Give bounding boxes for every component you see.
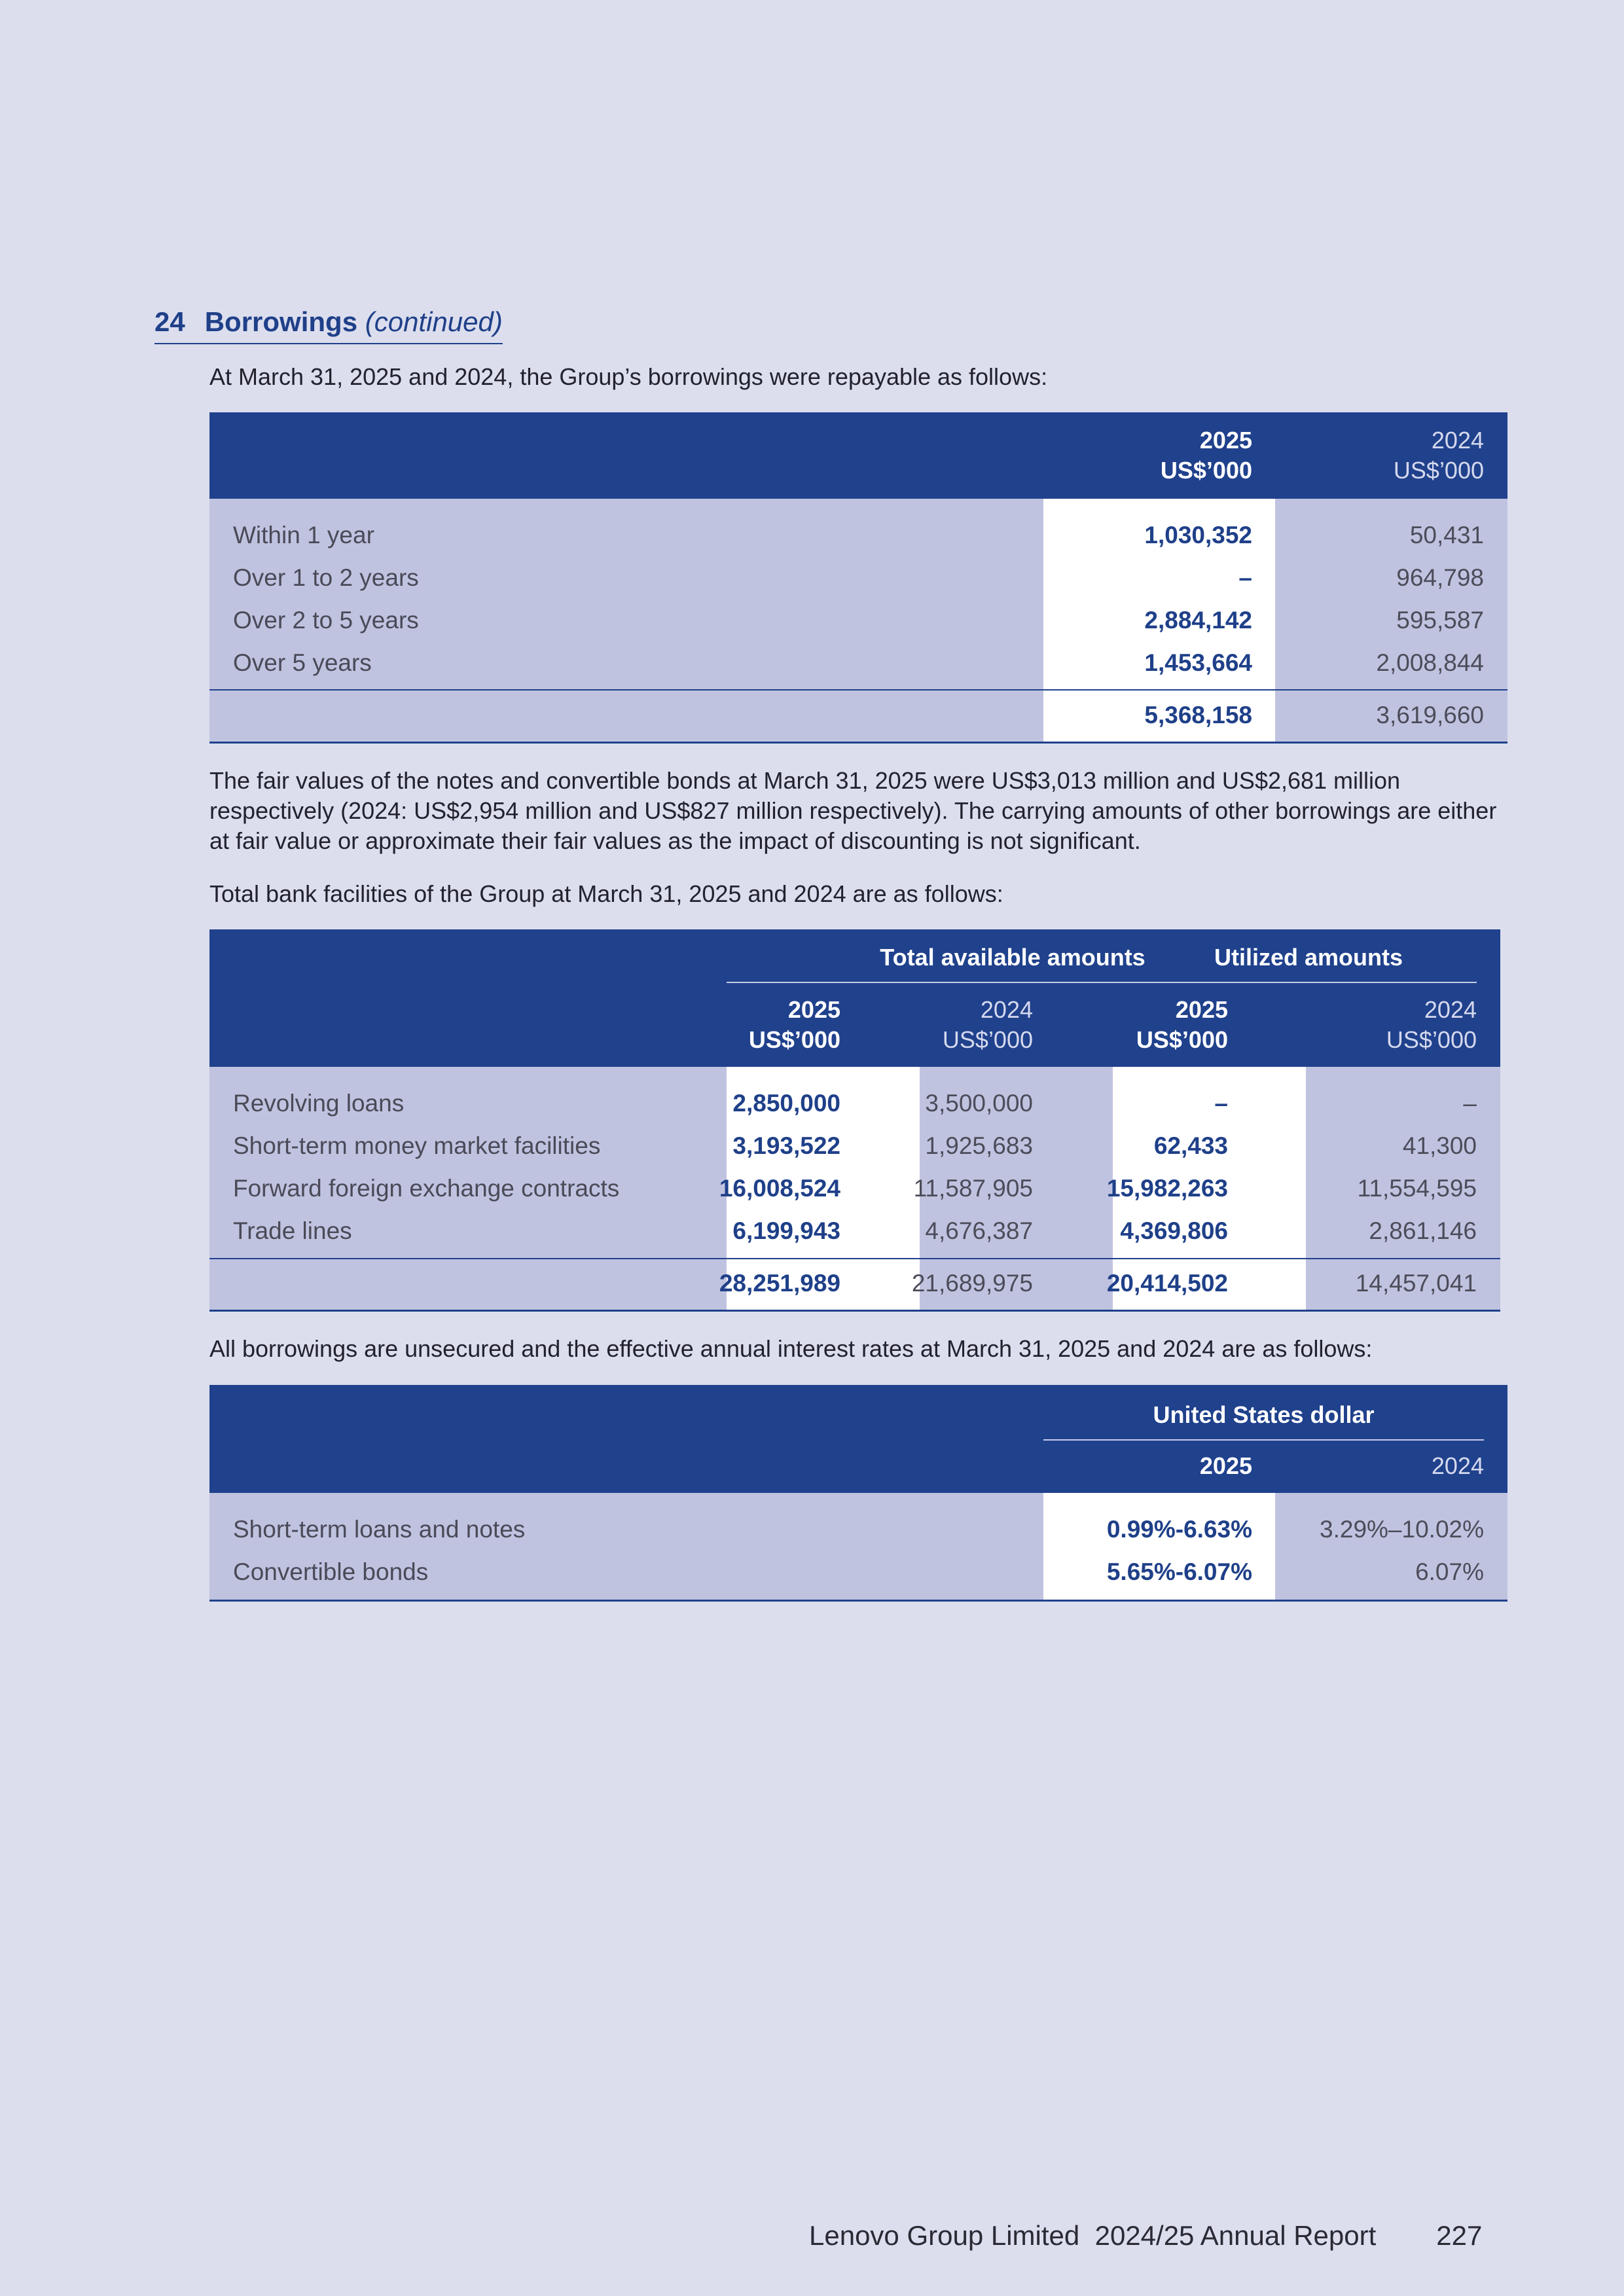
col-header-2025: 2025 (1199, 1452, 1252, 1479)
fair-value-paragraph: The fair values of the notes and convertible bonds at March 31, 2025 were US$3,013 million and US$2,681 million respectively (2024: US$2,954 million and US$827 million respectively). The carrying amounts of other borrowings are either at fair value or approximate their fair values as the impact of discounting is not significant. (209, 767, 1497, 854)
section-continued: (continued) (365, 306, 503, 337)
utilized-2024: 41,300 (1402, 1132, 1477, 1159)
repayment-table (209, 412, 1507, 743)
table-row-label: Over 1 to 2 years (233, 564, 419, 591)
subtotal-rule (209, 689, 1507, 691)
section-number: 24 (154, 306, 185, 337)
bottom-rule (209, 1310, 1500, 1312)
interest-rates-paragraph: All borrowings are unsecured and the effective annual interest rates at March 31, 2025 and 2024 are as follows: (209, 1335, 1373, 1362)
bottom-rule (209, 742, 1507, 744)
col-header-2024: 2024 US$’000 (1393, 427, 1484, 484)
interest-rate-table (209, 1385, 1507, 1602)
rate-2024: 3.29%–10.02% (1320, 1516, 1484, 1543)
value-2025: – (1238, 564, 1252, 591)
col-header-2024: 2024 (1431, 1452, 1484, 1479)
col-header-2025: 2025 US$’000 (1160, 427, 1252, 484)
available-2025: 3,193,522 (732, 1132, 840, 1159)
value-2025: 1,030,352 (1144, 522, 1252, 548)
table-row-label: Convertible bonds (233, 1558, 429, 1585)
subtotal-rule (209, 1258, 1500, 1259)
intro-paragraph-2: Total bank facilities of the Group at March 31, 2025 and 2024 are as follows: (209, 880, 1003, 907)
col-header-available-2025: 2025 US$’000 (748, 996, 840, 1053)
value-2024: 964,798 (1396, 564, 1484, 591)
total-2025: 5,368,158 (1144, 702, 1252, 728)
total-utilized-2025: 20,414,502 (1106, 1270, 1228, 1297)
total-available-2025: 28,251,989 (719, 1270, 840, 1297)
table-row-label: Over 2 to 5 years (233, 607, 419, 634)
total-available-2024: 21,689,975 (911, 1270, 1033, 1297)
available-2024: 4,676,387 (925, 1217, 1033, 1244)
bottom-rule (209, 1600, 1507, 1602)
rate-2024: 6.07% (1415, 1558, 1484, 1585)
page-footer (809, 2219, 1482, 2253)
col-header-available-2024: 2024 US$’000 (942, 996, 1033, 1053)
table-header (209, 1385, 1507, 1493)
available-2025: 16,008,524 (719, 1175, 840, 1202)
table-row-label: Revolving loans (233, 1090, 405, 1117)
total-2024: 3,619,660 (1376, 702, 1484, 728)
rate-2025: 0.99%-6.63% (1106, 1516, 1252, 1543)
available-2025: 6,199,943 (732, 1217, 840, 1244)
bank-facilities-table (209, 929, 1500, 1312)
utilized-2024: 2,861,146 (1369, 1217, 1477, 1244)
section-heading (154, 302, 503, 344)
value-2025: 2,884,142 (1144, 607, 1252, 634)
intro-paragraph-1: At March 31, 2025 and 2024, the Group’s borrowings were repayable as follows: (209, 363, 1048, 390)
utilized-2025: 4,369,806 (1120, 1217, 1228, 1244)
value-2024: 595,587 (1396, 607, 1484, 634)
table-header (209, 929, 1500, 1067)
available-2024: 11,587,905 (913, 1175, 1033, 1202)
utilized-2024: – (1463, 1090, 1477, 1117)
value-2025: 1,453,664 (1144, 649, 1252, 676)
page-number: 227 (1436, 2220, 1483, 2251)
available-2024: 3,500,000 (925, 1090, 1033, 1117)
available-2024: 1,925,683 (925, 1132, 1033, 1159)
value-2024: 2,008,844 (1376, 649, 1484, 676)
group-header-total-available: Total available amounts (880, 944, 1146, 971)
table-header (209, 412, 1507, 499)
table-row-label: Over 5 years (233, 649, 372, 676)
group-header-rule (1043, 1439, 1484, 1441)
available-2025: 2,850,000 (732, 1090, 840, 1117)
group-header-usd: United States dollar (1153, 1401, 1375, 1428)
utilized-2025: 62,433 (1153, 1132, 1228, 1159)
publication-title: Lenovo Group Limited 2024/25 Annual Report (809, 2220, 1377, 2251)
table-row-label: Short-term money market facilities (233, 1132, 601, 1159)
table-row-label: Forward foreign exchange contracts (233, 1175, 620, 1202)
total-utilized-2024: 14,457,041 (1355, 1270, 1477, 1297)
section-title: Borrowings (204, 306, 358, 337)
rate-2025: 5.65%-6.07% (1106, 1558, 1252, 1585)
group-header-rule (1113, 982, 1477, 983)
group-header-utilized: Utilized amounts (1214, 944, 1403, 971)
table-row-label: Trade lines (233, 1217, 352, 1244)
table-row-label: Within 1 year (233, 522, 374, 548)
value-2024: 50,431 (1409, 522, 1484, 548)
col-header-utilized-2024: 2024 US$’000 (1386, 996, 1477, 1053)
utilized-2025: – (1214, 1090, 1228, 1117)
table-row-label: Short-term loans and notes (233, 1516, 526, 1543)
utilized-2025: 15,982,263 (1106, 1175, 1228, 1202)
col-header-utilized-2025: 2025 US$’000 (1136, 996, 1228, 1053)
utilized-2024: 11,554,595 (1357, 1175, 1477, 1202)
